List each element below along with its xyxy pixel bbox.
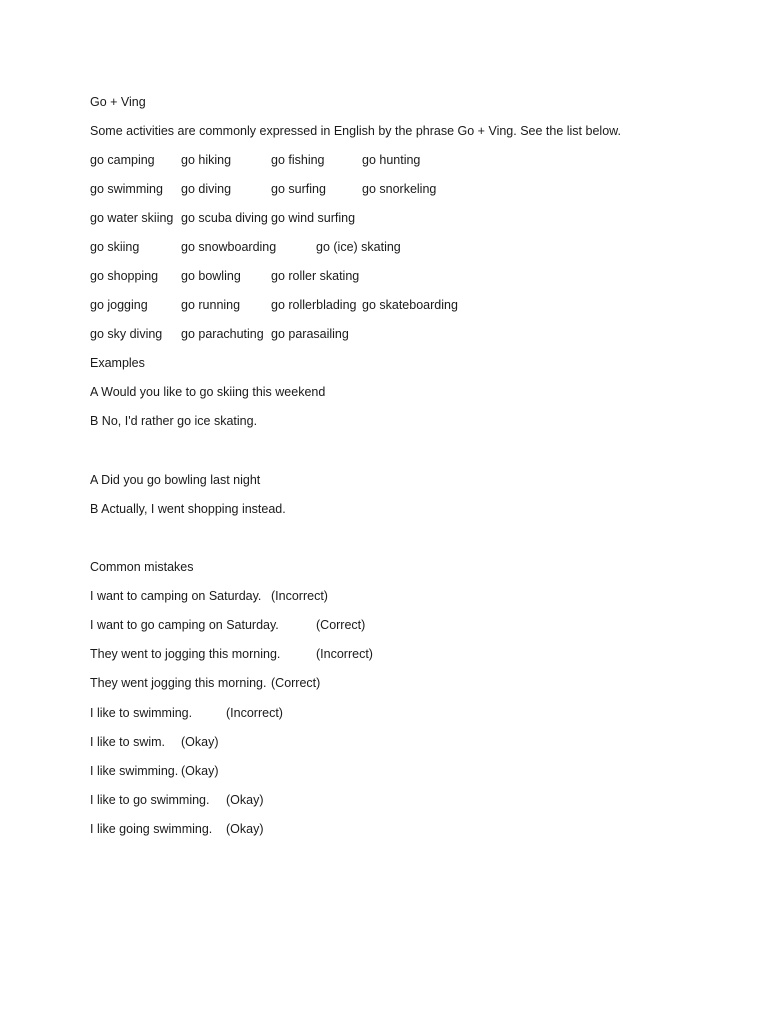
activity-item: go hiking xyxy=(181,153,232,167)
activity-item: go water skiing xyxy=(90,211,174,225)
activity-item: go jogging xyxy=(90,298,148,312)
activity-item: go bowling xyxy=(181,269,241,283)
examples-heading: Examples xyxy=(90,356,145,370)
activity-item: go running xyxy=(181,298,241,312)
mistake-sentence: I want to camping on Saturday. xyxy=(90,589,262,603)
example-line: A Did you go bowling last night xyxy=(90,473,261,487)
activity-item: go swimming xyxy=(90,182,163,196)
mistake-sentence: I like going swimming. xyxy=(90,822,213,836)
mistake-verdict: (Correct) xyxy=(316,618,366,632)
activity-item: go (ice) skating xyxy=(316,240,401,254)
mistake-sentence: I want to go camping on Saturday. xyxy=(90,618,279,632)
activity-item: go wind surfing xyxy=(271,211,356,225)
activity-item: go skateboarding xyxy=(362,298,458,312)
mistake-sentence: I like swimming. xyxy=(90,764,179,778)
example-line: B Actually, I went shopping instead. xyxy=(90,502,286,516)
intro-paragraph: Some activities are commonly expressed in English by the phrase Go + Ving. See the list below. xyxy=(90,124,621,138)
mistake-sentence: I like to swimming. xyxy=(90,706,193,720)
example-line: A Would you like to go skiing this weekend xyxy=(90,385,326,399)
mistake-sentence: They went jogging this morning. xyxy=(90,676,267,690)
activity-item: go hunting xyxy=(362,153,421,167)
activity-item: go camping xyxy=(90,153,155,167)
activity-item: go shopping xyxy=(90,269,159,283)
example-line: B No, I'd rather go ice skating. xyxy=(90,414,258,428)
activity-item: go parachuting xyxy=(181,327,264,341)
activity-item: go roller skating xyxy=(271,269,360,283)
activity-item: go snowboarding xyxy=(181,240,277,254)
mistakes-heading: Common mistakes xyxy=(90,560,194,574)
activity-item: go snorkeling xyxy=(362,182,437,196)
mistake-sentence: I like to go swimming. xyxy=(90,793,210,807)
activity-item: go skiing xyxy=(90,240,140,254)
mistake-sentence: I like to swim. xyxy=(90,735,166,749)
mistake-verdict: (Correct) xyxy=(271,676,321,690)
activity-item: go diving xyxy=(181,182,232,196)
activity-item: go surfing xyxy=(271,182,326,196)
mistake-verdict: (Okay) xyxy=(226,822,264,836)
mistake-verdict: (Okay) xyxy=(226,793,264,807)
activity-item: go scuba diving xyxy=(181,211,268,225)
activity-item: go sky diving xyxy=(90,327,163,341)
mistake-verdict: (Incorrect) xyxy=(271,589,328,603)
activity-item: go rollerblading xyxy=(271,298,357,312)
document-title: Go + Ving xyxy=(90,95,146,109)
mistake-verdict: (Okay) xyxy=(181,764,219,778)
mistake-sentence: They went to jogging this morning. xyxy=(90,647,281,661)
mistake-verdict: (Incorrect) xyxy=(226,706,283,720)
activity-item: go parasailing xyxy=(271,327,349,341)
activity-item: go fishing xyxy=(271,153,325,167)
mistake-verdict: (Okay) xyxy=(181,735,219,749)
mistake-verdict: (Incorrect) xyxy=(316,647,373,661)
